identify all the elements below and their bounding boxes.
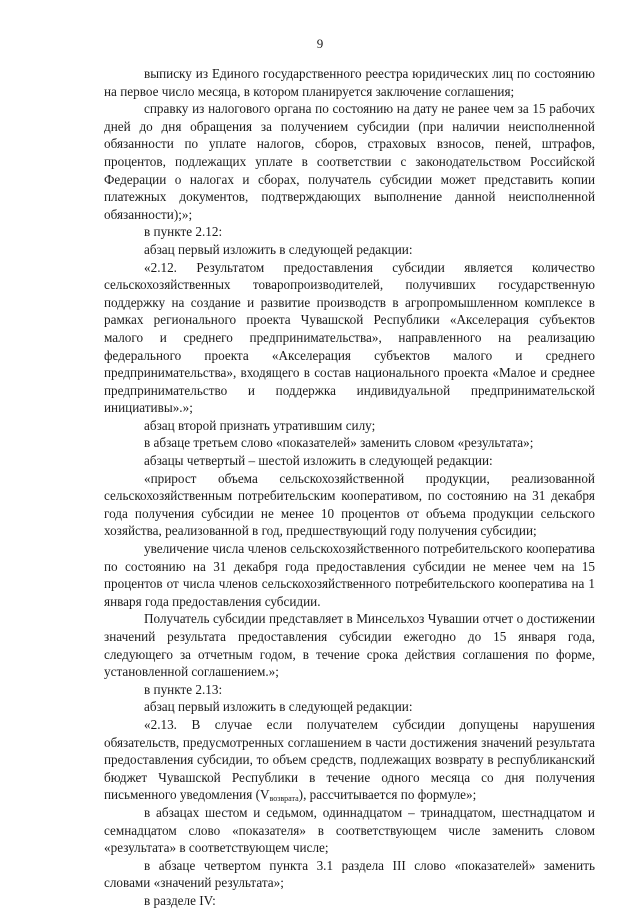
paragraph: «2.12. Результатом предоставления субсидии является количество сельскохозяйственных товаропроизводителей, получивших государственную поддержку на создание и развитие производств в агропромышленном комплексе в рамках регионального проекта Чувашской Республики «Акселерация субъектов малого и среднего предпринимательства», направленного на реализацию федерального проекта «Акселерация субъектов малого и среднего предпринимательства», входящего в состав национального проекта «Малое и среднее предпринимательство и поддержка индивидуальной предпринимательской инициативы».»; [104,259,595,416]
paragraph: абзац первый изложить в следующей редакции: [144,699,413,715]
paragraph: справку из налогового органа по состоянию на дату не ранее чем за 15 рабочих дней до дня обращения за получением субсидии (при наличии неисполненной обязанности по уплате налогов, сборов, страховых взносов, пеней, штрафов, процентов, подлежащих уплате в соответствии с законодательством Российской Федерации о налогах и сборах, получатель субсидии может представить копии платежных документов, подтверждающих выполнение данной неисполненной обязанности);»; [104,101,595,222]
page-number: 9 [316,36,324,51]
paragraph: абзац второй признать утратившим силу; [144,417,376,433]
paragraph: в абзаце третьем слово «показателей» заменить словом «результата»; [144,435,534,451]
paragraph: абзацы четвертый – шестой изложить в следующей редакции: [144,453,493,469]
paragraph-text: ), рассчитывается по формуле»; [298,787,477,803]
paragraph: выписку из Единого государственного реестра юридических лиц по состоянию на первое число месяца, в котором планируется заключение соглашения; [104,66,595,99]
subscript-text: возврата [269,794,299,804]
paragraph: «прирост объема сельскохозяйственной продукции, реализованной сельскохозяйственным потребительским кооперативом, по состоянию на 31 декабря года получения субсидии не менее 10 процентов от объема продукции сельского хозяйства, реализованной в год, предшествующий году получения субсидии; [104,470,595,539]
paragraph-with-subscript [104,716,595,804]
paragraph: в разделе IV: [144,892,216,908]
paragraph: в пункте 2.13: [144,681,223,697]
paragraph: в абзацах шестом и седьмом, одиннадцатом – тринадцатом, шестнадцатом и семнадцатом слово «показателя» в соответствующем числе заменить словом «результата» в соответствующем числе; [104,804,595,856]
paragraph: в пункте 2.12: [144,224,223,240]
paragraph: увеличение числа членов сельскохозяйственного потребительского кооператива по состоянию на 31 декабря года предоставления субсидии не менее чем на 15 процентов от числа членов сельскохозяйственного потребительского кооператива на 1 января года предоставления субсидии. [104,541,595,609]
paragraph: абзац первый изложить в следующей редакции: [144,241,413,257]
paragraph: Получатель субсидии представляет в Минсельхоз Чувашии отчет о достижении значений результата предоставления субсидии ежегодно до 15 января года, следующего за отчетным годом, в течение срока действия соглашения по форме, установленной соглашением.»; [104,611,595,680]
paragraph: в абзаце четвертом пункта 3.1 раздела III слово «показателей» заменить словами «значений результата»; [104,857,595,891]
document-body [104,65,595,910]
paragraph-text: «2.13. В случае если получателем субсидии допущены нарушения обязательств, предусмотренных соглашением в части достижения значений результата предоставления субсидии, то объем средств, подлежащих возврату в республиканский бюджет Чувашской Республики в течение одного месяца со дня получения письменного уведомления (V [104,716,595,803]
